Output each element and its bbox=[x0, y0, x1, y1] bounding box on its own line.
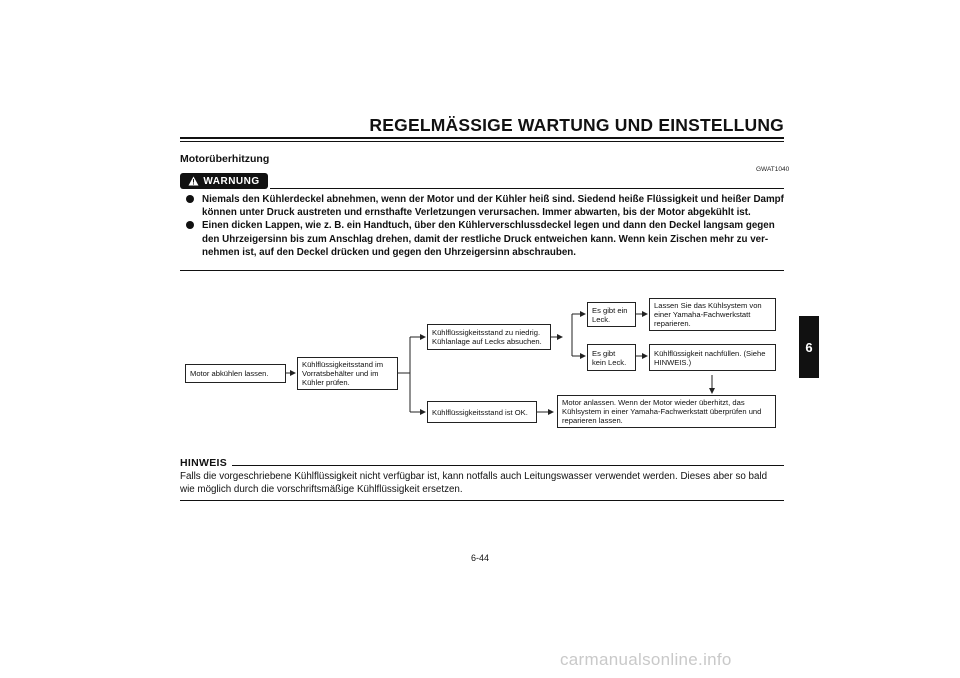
flow-box-refill: Kühlflüssigkeit nachfüllen. (Siehe HINWEIS.) bbox=[649, 344, 776, 371]
flow-box-ok: Kühlflüssigkeitsstand ist OK. bbox=[427, 401, 537, 423]
note-text: Falls die vorgeschriebene Kühlflüssigkeit nicht verfügbar ist, kann notfalls auch Leitungswasser verwendet werden. Dieses aber so bald wie möglich durch die vorschriftsmäßige Kühlflüssigkeit ersetzen. bbox=[180, 471, 768, 495]
warning-text: Niemals den Kühlerdeckel abnehmen, wenn der Motor und der Kühler heiß sind. Siedend heiße Flüssigkeit und heißer Dampf können unter Druck austreten und ernsthafte Verletzungen verursachen. Immer abwarten, bis der Motor abgekühlt ist. bbox=[202, 194, 784, 219]
section-code: GWAT1040 bbox=[756, 166, 790, 173]
note-end-rule bbox=[180, 500, 784, 501]
section-title: Motorüberhitzung bbox=[180, 153, 270, 165]
page-number: 6-44 bbox=[470, 553, 489, 563]
flow-box-leak: Es gibt ein Leck. bbox=[587, 302, 636, 327]
flow-box-check: Kühlflüssigkeitsstand im Vorratsbehälter und im Kühler prüfen. bbox=[297, 357, 398, 390]
flow-box-noleak: Es gibt kein Leck. bbox=[587, 344, 636, 371]
note-label: HINWEIS bbox=[180, 457, 228, 469]
warning-label: WARNUNG bbox=[203, 175, 260, 187]
flow-box-restart: Motor anlassen. Wenn der Motor wieder überhitzt, das Kühlsystem in einer Yamaha-Fachwerkstatt überprüfen und reparieren lassen. bbox=[557, 395, 776, 428]
warning-text: Einen dicken Lappen, wie z. B. ein Handtuch, über den Kühlerverschlussdeckel legen und dann den Deckel langsam gegen den Uhrzeigersinn bis zum Anschlag drehen, damit der restliche Druck entweichen kann. Wenn kein Zischen mehr zu ver-nehmen ist, auf den Deckel drücken und gegen den Uhrzeigersinn abschrauben. bbox=[202, 220, 775, 258]
chapter-tab: 6 bbox=[799, 316, 819, 378]
watermark: carmanualsonline.info bbox=[560, 650, 732, 669]
page-title: REGELMÄSSIGE WARTUNG UND EINSTELLUNG bbox=[369, 115, 784, 135]
flow-box-low: Kühlflüssigkeitsstand zu niedrig. Kühlanlage auf Lecks absuchen. bbox=[427, 324, 551, 350]
flow-box-cool: Motor abkühlen lassen. bbox=[185, 364, 286, 383]
flow-box-repair: Lassen Sie das Kühlsystem von einer Yamaha-Fachwerkstatt reparieren. bbox=[649, 298, 776, 331]
note-rule bbox=[232, 465, 784, 466]
